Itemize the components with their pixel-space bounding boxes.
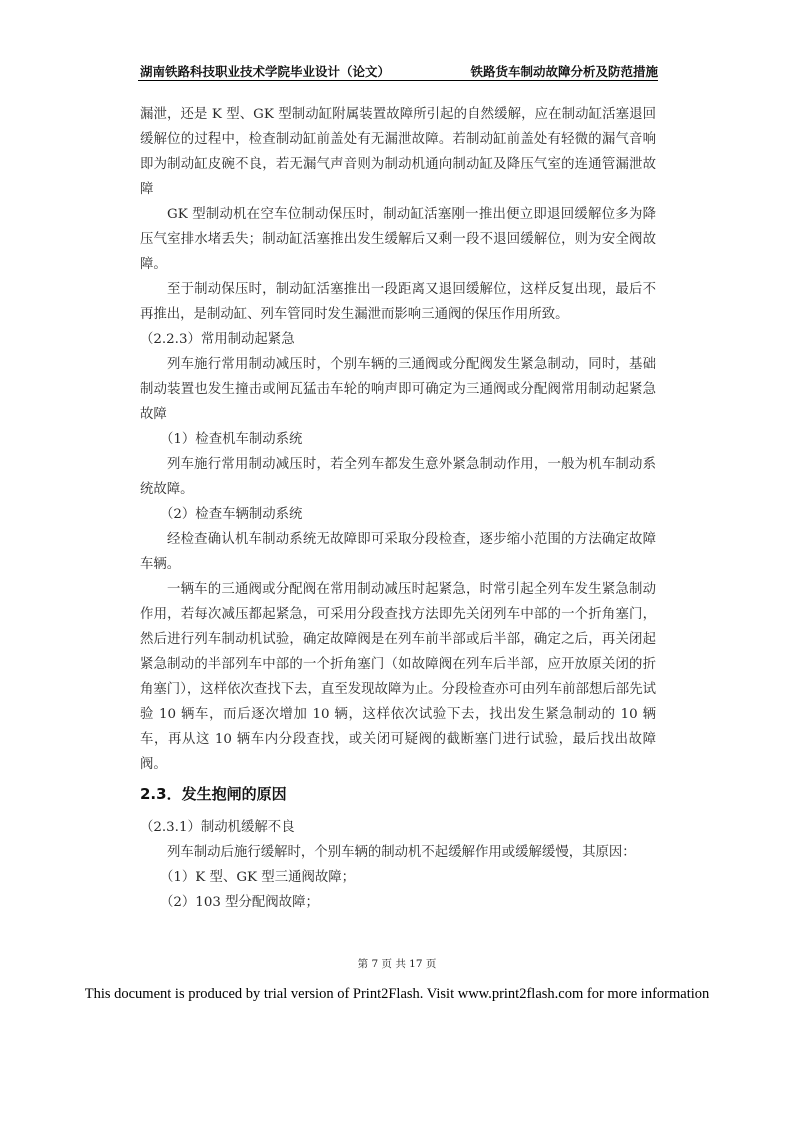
paragraph: 列车施行常用制动减压时，个别车辆的三通阀或分配阀发生紧急制动，同时，基础制动装置也发生撞击或闸瓦猛击车轮的响声即可确定为三通阀或分配阀常用制动起紧急故障 <box>140 357 656 422</box>
paragraph: 列车制动后施行缓解时，个别车辆的制动机不起缓解作用或缓解缓慢，其原因： <box>167 845 636 860</box>
header-thesis-title: 湖南铁路科技职业技术学院毕业设计（论文） <box>140 64 391 79</box>
paragraph: 列车施行常用制动减压时，若全列车都发生意外紧急制动作用，一般为机车制动系统故障。 <box>140 457 656 497</box>
paragraph-continuation: 漏泄，还是 K 型、GK 型制动缸附属装置故障所引起的自然缓解，应在制动缸活塞退回缓解位的过程中，检查制动缸前盖处有无漏泄故障。若制动缸前盖处有轻微的漏气音响即为制动缸皮碗不良，若无漏气声音则为制动机通向制动缸及降压气室的连通管漏泄故障 <box>140 107 656 197</box>
subsection-heading: （2.2.3）常用制动起紧急 <box>140 332 295 347</box>
paragraph: 至于制动保压时，制动缸活塞推出一段距离又退回缓解位，这样反复出现，最后不再推出，是制动缸、列车管同时发生漏泄而影响三通阀的保压作用所致。 <box>140 282 656 322</box>
paragraph: 一辆车的三通阀或分配阀在常用制动减压时起紧急，时常引起全列车发生紧急制动作用，若每次减压都起紧急，可采用分段查找方法即先关闭列车中部的一个折角塞门，然后进行列车制动机试验，确定故障阀是在列车前半部或后半部，确定之后，再关闭起紧急制动的半部列车中部的一个折角塞门（如故障阀在列车后半部，应开放原关闭的折角塞门），这样依次查找下去，直至发现故障为止。分段检查亦可由列车前部想后部先试验 10 辆车，而后逐次增加 10 辆，这样依次试验下去，找出发生紧急制动的 10 辆车，再从这 10 辆车内分段查找，或关闭可疑阀的截断塞门进行试验，最后找出故障阀。 <box>140 582 656 772</box>
list-heading: （1）检查机车制动系统 <box>160 432 303 447</box>
list-item: （1）K 型、GK 型三通阀故障； <box>160 870 356 885</box>
trial-notice: This document is produced by trial version of Print2Flash. Visit www.print2flash.com for more information <box>84 986 710 1002</box>
paragraph: 经检查确认机车制动系统无故障即可采取分段检查，逐步缩小范围的方法确定故障车辆。 <box>140 532 656 572</box>
page-header <box>138 60 658 84</box>
page-content <box>140 102 656 915</box>
section-heading: 2.3．发生抱闸的原因 <box>140 785 287 803</box>
header-rule <box>138 80 658 81</box>
list-item: （2）103 型分配阀故障； <box>160 895 319 910</box>
list-heading: （2）检查车辆制动系统 <box>160 507 303 522</box>
page-number: 第 7 页 共 17 页 <box>357 958 437 970</box>
paragraph: GK 型制动机在空车位制动保压时，制动缸活塞刚一推出便立即退回缓解位多为降压气室排水堵丢失；制动缸活塞推出发生缓解后又剩一段不退回缓解位，则为安全阀故障。 <box>140 207 656 272</box>
header-topic-title: 铁路货车制动故障分析及防范措施 <box>470 64 658 79</box>
subsection-heading: （2.3.1）制动机缓解不良 <box>140 820 295 835</box>
